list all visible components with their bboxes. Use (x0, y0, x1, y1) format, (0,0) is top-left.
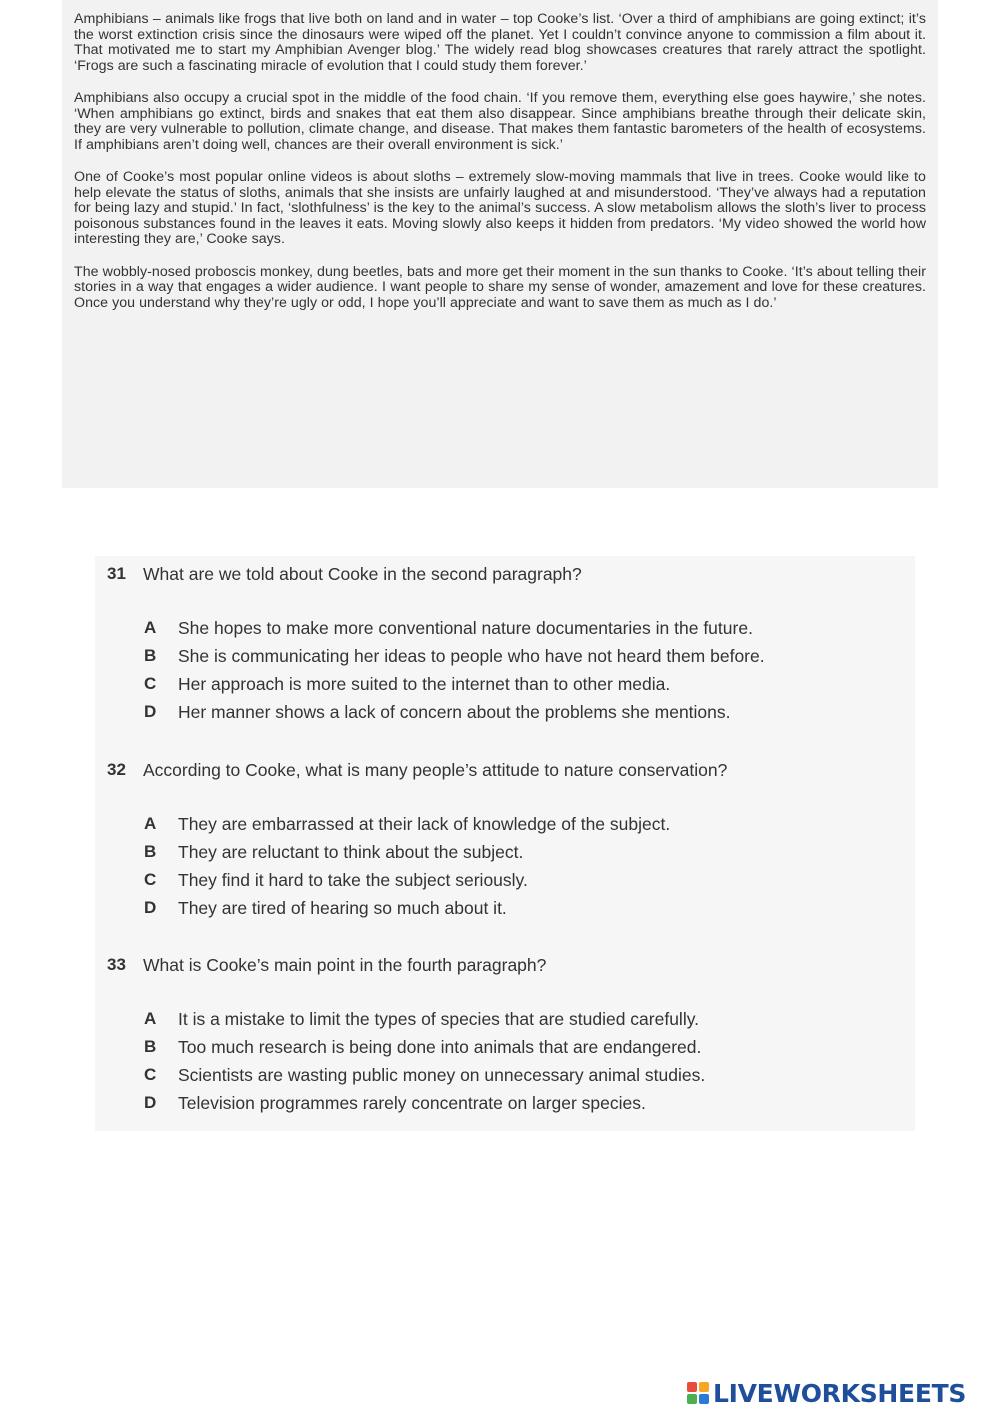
option-text: Her manner shows a lack of concern about the problems she mentions. (178, 702, 731, 722)
option-letter: C (144, 1065, 157, 1084)
question-number: 31 (107, 564, 126, 583)
passage-paragraph-2: Amphibians also occupy a crucial spot in the middle of the food chain. ‘If you remove them, everything else goes haywire,’ she notes. ‘When amphibians go extinct, birds and snakes that eat them also disappear. Since amphibians breathe through their delicate skin, they are very vulnerable to pollution, climate change, and disease. That makes them fantastic barometers of the health of ecosystems. If amphibians aren’t doing well, chances are their overall environment is sick.’ (74, 90, 926, 153)
question-31 (95, 564, 915, 722)
option-text: She hopes to make more conventional nature documentaries in the future. (178, 618, 753, 638)
liveworksheets-logo[interactable] (687, 1378, 966, 1408)
question-33 (95, 955, 915, 1113)
passage-paragraph-4: The wobbly-nosed proboscis monkey, dung beetles, bats and more get their moment in the sun thanks to Cooke. ‘It’s about telling their stories in a way that engages a wider audience. I want people to share my sense of wonder, amazement and love for these creatures. Once you understand why they’re ugly or odd, I hope you’ll appreciate and want to save them as much as I do.’ (74, 263, 926, 311)
option-letter: A (144, 618, 157, 637)
passage-paragraph-1: Amphibians – animals like frogs that live both on land and in water – top Cooke’s list. ‘Over a third of amphibians are going extinct; it’s the worst extinction crisis since the dinosaurs were wiped off the planet. Yet I couldn’t convince anyone to commission a film about it. That motivated me to start my Amphibian Avenger blog.’ The widely read blog showcases creatures that rarely attract the spotlight. ‘Frogs are such a fascinating miracle of evolution that I could study them forever.’ (74, 11, 926, 74)
question-text: What are we told about Cooke in the second paragraph? (143, 564, 582, 584)
questions-section (95, 556, 915, 1131)
option-letter: A (144, 814, 157, 833)
question-number: 32 (107, 760, 126, 779)
answer-option[interactable] (95, 646, 915, 674)
logo-mark-square (687, 1394, 697, 1404)
logo-mark-square (687, 1382, 697, 1392)
option-letter: D (144, 702, 157, 721)
answer-option[interactable] (95, 1093, 915, 1121)
question-text: According to Cooke, what is many people’s attitude to nature conservation? (143, 760, 728, 780)
option-text: They find it hard to take the subject seriously. (178, 870, 528, 890)
answer-option[interactable] (95, 674, 915, 702)
option-letter: B (144, 842, 157, 861)
option-text: Scientists are wasting public money on unnecessary animal studies. (178, 1065, 706, 1085)
answer-option[interactable] (95, 842, 915, 870)
option-letter: C (144, 870, 157, 889)
question-32 (95, 760, 915, 918)
option-letter: B (144, 1037, 157, 1056)
option-text: They are reluctant to think about the subject. (178, 842, 524, 862)
answer-option[interactable] (95, 898, 915, 926)
question-text: What is Cooke’s main point in the fourth paragraph? (143, 955, 547, 975)
option-letter: A (144, 1009, 157, 1028)
passage-paragraph-3: One of Cooke’s most popular online videos is about sloths – extremely slow-moving mammals that live in trees. Cooke would like to help elevate the status of sloths, animals that she insists are unfairly laughed at and misunderstood. ‘They’ve always had a reputation for being lazy and stupid.’ In fact, ‘slothfulness’ is the key to the animal’s success. A slow metabolism allows the sloth’s liver to process poisonous substances found in the leaves it eats. Moving slowly also keeps it hidden from predators. ‘My video showed the world how interesting they are,’ Cooke says. (74, 169, 926, 247)
option-text: It is a mistake to limit the types of species that are studied carefully. (178, 1009, 700, 1029)
reading-passage (62, 0, 938, 488)
option-letter: C (144, 674, 157, 693)
option-text: Her approach is more suited to the internet than to other media. (178, 674, 671, 694)
question-number: 33 (107, 955, 126, 974)
option-letter: B (144, 646, 157, 665)
liveworksheets-logo-icon (687, 1382, 709, 1404)
answer-option[interactable] (95, 1037, 915, 1065)
answer-option[interactable] (95, 1009, 915, 1037)
option-text: Too much research is being done into animals that are endangered. (178, 1037, 702, 1057)
answer-option[interactable] (95, 814, 915, 842)
option-letter: D (144, 1093, 157, 1112)
logo-text: LIVEWORKSHEETS (713, 1378, 967, 1408)
answer-option[interactable] (95, 618, 915, 646)
logo-mark-square (699, 1382, 709, 1392)
option-text: Television programmes rarely concentrate on larger species. (178, 1093, 646, 1113)
option-letter: D (144, 898, 157, 917)
answer-option[interactable] (95, 870, 915, 898)
option-text: She is communicating her ideas to people who have not heard them before. (178, 646, 765, 666)
answer-option[interactable] (95, 702, 915, 730)
option-text: They are embarrassed at their lack of knowledge of the subject. (178, 814, 671, 834)
option-text: They are tired of hearing so much about it. (178, 898, 507, 918)
logo-mark-square (699, 1394, 709, 1404)
answer-option[interactable] (95, 1065, 915, 1093)
